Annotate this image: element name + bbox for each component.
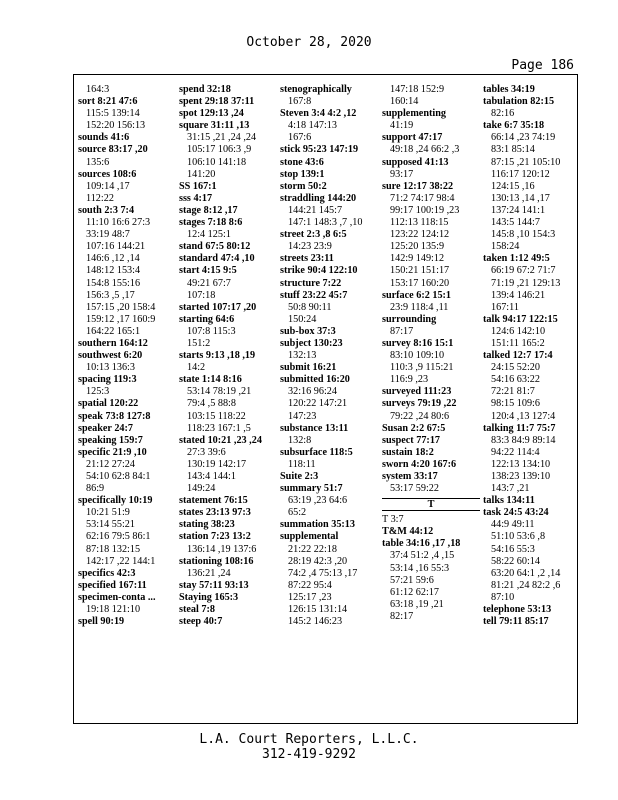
index-continuation-line: 86:9	[86, 483, 105, 495]
index-entry: specific 21:9 ,10	[78, 446, 147, 458]
index-entry: surrounding	[382, 313, 437, 325]
footer-company: L.A. Court Reporters, L.L.C.	[199, 732, 419, 747]
footer-phone: 312-419-9292	[262, 747, 356, 762]
index-entry: telephone 53:13	[483, 604, 552, 616]
index-continuation-line: 82:17	[390, 610, 414, 622]
index-entry: specimen-conta ...	[78, 591, 156, 603]
index-continuation-line: 51:10 53:6 ,8	[491, 531, 546, 543]
index-continuation-line: 61:12 62:17	[390, 586, 439, 598]
index-continuation-line: 148:12 153:4	[86, 265, 141, 277]
index-entry: talking 11:7 75:7	[483, 422, 556, 434]
index-entry: Suite 2:3	[280, 471, 319, 482]
index-entry: starts 9:13 ,18 ,19	[179, 350, 256, 362]
index-entry: steal 7:8	[179, 604, 215, 616]
index-continuation-line: 53:17 59:22	[390, 483, 439, 495]
index-continuation-line: 120:4 ,13 127:4	[491, 410, 556, 422]
index-entry: Steven 3:4 4:2 ,12	[280, 108, 357, 120]
index-entry: started 107:17 ,20	[179, 301, 257, 313]
index-continuation-line: 138:23 139:10	[491, 471, 551, 482]
index-continuation-line: 10:21 51:9	[86, 507, 130, 519]
index-continuation-line: 136:21 ,24	[187, 567, 231, 579]
index-entry: stay 57:11 93:13	[179, 579, 249, 591]
index-continuation-line: 143:5 144:7	[491, 217, 540, 229]
index-continuation-line: 54:16 63:22	[491, 374, 540, 386]
index-continuation-line: 167:6	[288, 132, 312, 144]
index-continuation-line: 23:9 118:4 ,11	[390, 301, 449, 313]
index-continuation-line: 147:1 148:3 ,7 ,10	[288, 217, 363, 229]
index-continuation-line: 132:13	[288, 350, 317, 362]
index-entry: survey 8:16 15:1	[382, 337, 454, 349]
index-continuation-line: 107:16 144:21	[86, 241, 146, 253]
index-entry: subject 130:23	[280, 337, 343, 349]
index-continuation-line: 112:22	[86, 192, 114, 204]
index-entry: sworn 4:20 167:6	[382, 458, 457, 470]
index-continuation-line: 49:21 67:7	[187, 277, 231, 289]
index-continuation-line: 149:24	[187, 483, 216, 495]
index-continuation-line: 106:10 141:18	[187, 156, 247, 168]
index-entry: tell 79:11 85:17	[483, 616, 549, 628]
index-entry: spent 29:18 37:11	[179, 96, 255, 108]
letter-section-header: T	[382, 498, 480, 511]
index-continuation-line: 130:19 142:17	[187, 458, 247, 470]
index-continuation-line: 81:21 ,24 82:2 ,6	[491, 579, 561, 591]
index-continuation-line: 118:11	[288, 458, 316, 470]
index-continuation-line: 53:14 55:21	[86, 519, 135, 531]
index-entry: surveys 79:19 ,22	[382, 398, 457, 410]
index-continuation-line: 54:16 55:3	[491, 543, 535, 555]
index-entry: stick 95:23 147:19	[280, 144, 359, 156]
index-continuation-line: 164:3	[86, 84, 110, 95]
index-continuation-line: 21:12 27:24	[86, 458, 135, 470]
index-continuation-line: 159:12 ,17 160:9	[86, 313, 156, 325]
index-continuation-line: 63:19 ,23 64:6	[288, 495, 348, 507]
index-continuation-line: 31:15 ,21 ,24 ,24	[187, 132, 257, 144]
index-entry: speak 73:8 127:8	[78, 410, 151, 422]
index-continuation-line: 72:21 81:7	[491, 386, 535, 398]
index-continuation-line: 152:20 156:13	[86, 120, 146, 132]
index-continuation-line: 142:9 149:12	[390, 253, 445, 265]
index-continuation-line: 57:21 59:6	[390, 574, 434, 586]
index-continuation-line: 124:6 142:10	[491, 325, 546, 337]
index-entry: streets 23:11	[280, 253, 334, 265]
index-continuation-line: 107:18	[187, 289, 216, 301]
index-entry: substance 13:11	[280, 422, 349, 434]
index-entry: stand 67:5 80:12	[179, 241, 251, 253]
index-continuation-line: 147:23	[288, 410, 317, 422]
index-continuation-line: 93:17	[390, 168, 414, 180]
index-continuation-line: 50:8 90:11	[288, 301, 332, 313]
index-continuation-line: 53:14 ,16 55:3	[390, 562, 450, 574]
index-continuation-line: 14:23 23:9	[288, 241, 332, 253]
index-continuation-line: 14:2	[187, 362, 206, 374]
index-continuation-line: 32:16 96:24	[288, 386, 337, 398]
index-continuation-line: 110:3 ,9 115:21	[390, 362, 454, 374]
index-entry: sources 108:6	[78, 168, 137, 180]
index-continuation-line: 99:17 100:19 ,23	[390, 204, 460, 216]
index-continuation-line: 125:20 135:9	[390, 241, 445, 253]
index-entry: stage 8:12 ,17	[179, 204, 238, 216]
index-continuation-line: 112:13 118:15	[390, 217, 449, 229]
index-continuation-line: 83:10 109:10	[390, 350, 445, 362]
index-continuation-line: 41:19	[390, 120, 414, 132]
index-continuation-line: 115:5 139:14	[86, 108, 140, 120]
index-entry: talked 12:7 17:4	[483, 350, 553, 362]
index-entry: talks 134:11	[483, 495, 535, 507]
index-continuation-line: 125:17 ,23	[288, 591, 332, 603]
index-continuation-line: 136:14 ,19 137:6	[187, 543, 257, 555]
index-entry: spatial 120:22	[78, 398, 139, 410]
index-continuation-line: 160:14	[390, 96, 419, 108]
index-continuation-line: 142:17 ,22 144:1	[86, 555, 156, 567]
index-entry: speaker 24:7	[78, 422, 133, 434]
index-entry: sustain 18:2	[382, 446, 434, 458]
index-entry: strike 90:4 122:10	[280, 265, 358, 277]
index-entry: stone 43:6	[280, 156, 324, 168]
index-entry: stationing 108:16	[179, 555, 254, 567]
index-continuation-line: 10:13 136:3	[86, 362, 135, 374]
index-continuation-line: 66:14 ,23 74:19	[491, 132, 556, 144]
index-entry: summation 35:13	[280, 519, 355, 531]
index-continuation-line: 19:18 121:10	[86, 604, 141, 616]
index-continuation-line: 82:16	[491, 108, 515, 120]
index-entry: surface 6:2 15:1	[382, 289, 452, 301]
index-continuation-line: 116:17 120:12	[491, 168, 550, 180]
index-entry: specifics 42:3	[78, 567, 136, 579]
index-continuation-line: 62:16 79:5 86:1	[86, 531, 151, 543]
index-continuation-line: 105:17 106:3 ,9	[187, 144, 252, 156]
index-continuation-line: 37:4 51:2 ,4 ,15	[390, 550, 455, 562]
index-column-2	[179, 84, 277, 628]
index-entry: Staying 165:3	[179, 591, 239, 603]
index-entry: submit 16:21	[280, 362, 337, 374]
index-entry: supplementing	[382, 108, 446, 120]
index-entry: standard 47:4 ,10	[179, 253, 255, 265]
page-footer	[0, 732, 618, 762]
index-continuation-line: 49:18 ,24 66:2 ,3	[390, 144, 460, 156]
index-continuation-line: 167:11	[491, 301, 519, 313]
index-entry: take 6:7 35:18	[483, 120, 545, 132]
index-entry: state 1:14 8:16	[179, 374, 242, 386]
index-entry: suspect 77:17	[382, 434, 441, 446]
index-continuation-line: 109:14 ,17	[86, 180, 130, 192]
index-continuation-line: 158:24	[491, 241, 520, 253]
index-continuation-line: 71:2 74:17 98:4	[390, 192, 455, 204]
index-continuation-line: 87:18 132:15	[86, 543, 141, 555]
index-entry: surveyed 111:23	[382, 386, 452, 398]
index-entry: states 23:13 97:3	[179, 507, 251, 519]
index-continuation-line: 87:22 95:4	[288, 579, 332, 591]
index-continuation-line: 58:22 60:14	[491, 555, 540, 567]
index-continuation-line: 154:8 155:16	[86, 277, 141, 289]
index-entry: statement 76:15	[179, 495, 248, 507]
index-continuation-line: 143:4 144:1	[187, 471, 236, 482]
index-continuation-line: 130:13 ,14 ,17	[491, 192, 550, 204]
index-entry: station 7:23 13:2	[179, 531, 251, 543]
index-continuation-line: 107:8 115:3	[187, 325, 236, 337]
index-continuation-line: 126:15 131:14	[288, 604, 348, 616]
index-continuation-line: 145:2 146:23	[288, 616, 343, 628]
index-continuation-line: 124:15 ,16	[491, 180, 535, 192]
index-entry: source 83:17 ,20	[78, 144, 148, 156]
index-continuation-line: 53:14 78:19 ,21	[187, 386, 252, 398]
index-column-4	[382, 84, 480, 623]
index-entry: southern 164:12	[78, 337, 148, 349]
index-continuation-line: 71:19 ,21 129:13	[491, 277, 561, 289]
index-continuation-line: 24:15 52:20	[491, 362, 540, 374]
index-continuation-line: 144:21 145:7	[288, 204, 343, 216]
index-entry: tabulation 82:15	[483, 96, 555, 108]
index-entry: stop 139:1	[280, 168, 325, 180]
index-continuation-line: 79:22 ,24 80:6	[390, 410, 450, 422]
index-entry: supplemental	[280, 531, 339, 543]
index-continuation-line: 122:13 134:10	[491, 458, 551, 470]
index-continuation-line: 120:22 147:21	[288, 398, 348, 410]
index-entry: system 33:17	[382, 471, 438, 482]
index-continuation-line: 118:23 167:1 ,5	[187, 422, 251, 434]
index-entry: square 31:11 ,13	[179, 120, 250, 132]
index-entry: task 24:5 43:24	[483, 507, 549, 519]
index-entry: submitted 16:20	[280, 374, 350, 386]
index-continuation-line: 151:11 165:2	[491, 337, 545, 349]
index-continuation-line: 147:18 152:9	[390, 84, 445, 95]
index-entry: sort 8:21 47:6	[78, 96, 138, 108]
index-continuation-line: 4:18 147:13	[288, 120, 337, 132]
index-continuation-line: 157:15 ,20 158:4	[86, 301, 156, 313]
index-continuation-line: 83:1 85:14	[491, 144, 535, 156]
index-continuation-line: 116:9 ,23	[390, 374, 429, 386]
index-continuation-line: 141:20	[187, 168, 216, 180]
index-entry: straddling 144:20	[280, 192, 357, 204]
index-continuation-line: 63:20 64:1 ,2 ,14	[491, 567, 561, 579]
transcript-date: October 28, 2020	[246, 35, 372, 50]
index-continuation-line: 145:8 ,10 154:3	[491, 229, 556, 241]
index-entry: Susan 2:2 67:5	[382, 422, 446, 434]
index-continuation-line: 125:3	[86, 386, 110, 398]
index-continuation-line: 98:15 109:6	[491, 398, 540, 410]
index-column-3	[280, 84, 378, 628]
index-continuation-line: 21:22 22:18	[288, 543, 337, 555]
index-entry: street 2:3 ,8 6:5	[280, 229, 347, 241]
index-continuation-line: 12:4 125:1	[187, 229, 231, 241]
index-entry: storm 50:2	[280, 180, 327, 192]
index-entry: T 3:7	[382, 514, 404, 526]
index-continuation-line: 66:19 67:2 71:7	[491, 265, 556, 277]
index-entry: table 34:16 ,17 ,18	[382, 538, 461, 550]
index-continuation-line: 137:24 141:1	[491, 204, 546, 216]
index-entry: spend 32:18	[179, 84, 231, 95]
index-continuation-line: 87:17	[390, 325, 414, 337]
index-entry: sounds 41:6	[78, 132, 130, 144]
index-entry: stages 7:18 8:6	[179, 217, 243, 229]
index-entry: support 47:17	[382, 132, 443, 144]
index-continuation-line: 150:24	[288, 313, 317, 325]
index-entry: stuff 23:22 45:7	[280, 289, 348, 301]
index-continuation-line: 27:3 39:6	[187, 446, 226, 458]
index-entry: taken 1:12 49:5	[483, 253, 550, 265]
index-continuation-line: 153:17 160:20	[390, 277, 450, 289]
index-continuation-line: 164:22 165:1	[86, 325, 141, 337]
index-entry: tables 34:19	[483, 84, 535, 95]
index-continuation-line: 123:22 124:12	[390, 229, 450, 241]
index-continuation-line: 103:15 118:22	[187, 410, 246, 422]
index-continuation-line: 79:4 ,5 88:8	[187, 398, 236, 410]
index-continuation-line: 146:6 ,12 ,14	[86, 253, 140, 265]
index-entry: sure 12:17 38:22	[382, 180, 454, 192]
page-number: Page 186	[511, 58, 574, 73]
index-continuation-line: 94:22 114:4	[491, 446, 540, 458]
index-entry: spacing 119:3	[78, 374, 137, 386]
index-entry: spot 129:13 ,24	[179, 108, 244, 120]
index-continuation-line: 63:18 ,19 ,21	[390, 598, 444, 610]
index-continuation-line: 11:10 16:6 27:3	[86, 217, 151, 229]
index-column-1	[78, 84, 176, 628]
index-entry: SS 167:1	[179, 180, 217, 192]
index-continuation-line: 132:8	[288, 434, 312, 446]
index-continuation-line: 135:6	[86, 156, 110, 168]
index-entry: sss 4:17	[179, 192, 213, 204]
index-entry: southwest 6:20	[78, 350, 143, 362]
index-entry: summary 51:7	[280, 483, 343, 495]
index-entry: steep 40:7	[179, 616, 223, 628]
index-continuation-line: 33:19 48:7	[86, 229, 130, 241]
index-entry: speaking 159:7	[78, 434, 143, 446]
index-column-5	[483, 84, 581, 628]
index-entry: stated 10:21 ,23 ,24	[179, 434, 262, 446]
index-entry: start 4:15 9:5	[179, 265, 237, 277]
index-continuation-line: 83:3 84:9 89:14	[491, 434, 556, 446]
index-continuation-line: 28:19 42:3 ,20	[288, 555, 348, 567]
index-entry: stating 38:23	[179, 519, 235, 531]
index-entry: talk 94:17 122:15	[483, 313, 558, 325]
index-continuation-line: 156:3 ,5 ,17	[86, 289, 135, 301]
index-entry: sub-box 37:3	[280, 325, 336, 337]
index-continuation-line: 54:10 62:8 84:1	[86, 471, 151, 482]
index-entry: supposed 41:13	[382, 156, 449, 168]
index-entry: stenographically	[280, 84, 352, 95]
index-continuation-line: 151:2	[187, 337, 211, 349]
index-continuation-line: 87:15 ,21 105:10	[491, 156, 561, 168]
index-continuation-line: 139:4 146:21	[491, 289, 546, 301]
index-entry: specified 167:11	[78, 579, 147, 591]
index-entry: spell 90:19	[78, 616, 125, 628]
index-continuation-line: 74:2 ,4 75:13 ,17	[288, 567, 358, 579]
index-entry: structure 7:22	[280, 277, 342, 289]
index-continuation-line: 167:8	[288, 96, 312, 108]
index-entry: specifically 10:19	[78, 495, 153, 507]
index-continuation-line: 44:9 49:11	[491, 519, 535, 531]
index-entry: subsurface 118:5	[280, 446, 353, 458]
index-continuation-line: 150:21 151:17	[390, 265, 450, 277]
index-entry: starting 64:6	[179, 313, 235, 325]
index-entry: T&M 44:12	[382, 526, 434, 538]
index-entry: south 2:3 7:4	[78, 204, 135, 216]
index-continuation-line: 143:7 ,21	[491, 483, 530, 495]
index-continuation-line: 87:10	[491, 591, 515, 603]
index-continuation-line: 65:2	[288, 507, 307, 519]
